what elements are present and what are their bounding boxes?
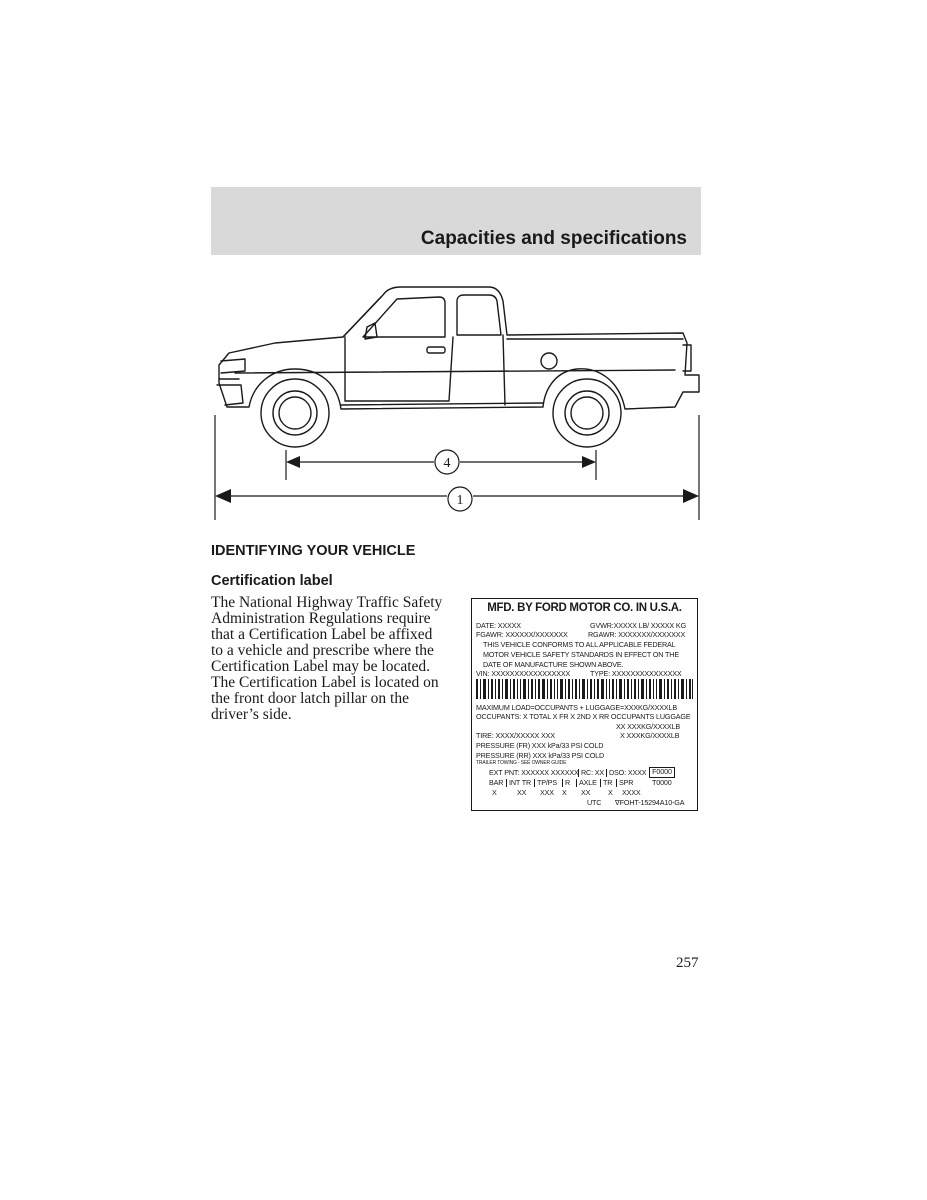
- label-header-cell: INT TR: [506, 779, 531, 787]
- subsection-heading: Certification label: [211, 573, 333, 589]
- label-value-cell: XXX: [540, 788, 554, 797]
- rear-wheel-hub: [571, 397, 603, 429]
- label-trailer-note: TRAILER TOWING - SEE OWNER GUIDE: [476, 760, 567, 766]
- front-wheel-hub: [279, 397, 311, 429]
- paragraph-line: Administration Regulations require: [211, 610, 431, 627]
- label-conformity-line: MOTOR VEHICLE SAFETY STANDARDS IN EFFECT ON THE: [483, 650, 679, 659]
- front-tire: [261, 379, 329, 447]
- label-tire: TIRE: XXXX/XXXXX XXX: [476, 731, 555, 740]
- headlight: [221, 359, 245, 373]
- door-handle: [427, 347, 445, 353]
- label-header-cell: TP/PS: [534, 779, 557, 787]
- truck-dimension-diagram: [205, 275, 715, 530]
- chapter-title: Capacities and specifications: [420, 228, 687, 249]
- label-max-load: MAXIMUM LOAD=OCCUPANTS + LUGGAGE=XXXKG/XXXXLB: [476, 703, 678, 712]
- label-dso: DSO: XXXX: [606, 769, 646, 777]
- fuel-door: [541, 353, 557, 369]
- paragraph-line: The Certification Label is located on: [211, 674, 439, 691]
- paragraph-line: the front door latch pillar on the: [211, 690, 409, 707]
- label-ext-paint: EXT PNT: XXXXXX XXXXXX: [489, 768, 579, 777]
- label-conformity-line: THIS VEHICLE CONFORMS TO ALL APPLICABLE FEDERAL: [483, 640, 676, 649]
- rocker-panel: [341, 403, 543, 405]
- label-vin: VIN: XXXXXXXXXXXXXXXXX: [476, 669, 571, 678]
- label-header-cell: SPR: [616, 779, 633, 787]
- section-heading: IDENTIFYING YOUR VEHICLE: [211, 543, 416, 559]
- label-f-code: F0000: [649, 767, 675, 778]
- label-date: DATE: XXXXX: [476, 621, 521, 630]
- rear-tire: [553, 379, 621, 447]
- label-rgawr: RGAWR: XXXXXXX/XXXXXXX: [588, 630, 686, 639]
- label-value-cell: X: [562, 788, 567, 797]
- label-tire-values: X XXXKG/XXXXLB: [620, 731, 680, 740]
- label-pressure-front: PRESSURE (FR) XXX kPa/33 PSI COLD: [476, 741, 604, 750]
- length-arrow-left: [215, 489, 231, 503]
- label-value-cell: XX: [581, 788, 591, 797]
- paragraph-line: Certification Label may be located.: [211, 658, 431, 675]
- label-value-cell: XXXX: [622, 788, 641, 797]
- label-conformity-line: DATE OF MANUFACTURE SHOWN ABOVE.: [483, 660, 624, 669]
- length-arrow-right: [683, 489, 699, 503]
- body-crease: [235, 370, 675, 373]
- certification-label-illustration: [471, 598, 698, 811]
- label-fgawr: FGAWR: XXXXXX/XXXXXXX: [476, 630, 568, 639]
- label-value-cell: X: [608, 788, 613, 797]
- label-occupants: OCCUPANTS: X TOTAL X FR X 2ND X RR OCCUPANTS LUGGAGE: [476, 712, 691, 721]
- label-pressure-rear: PRESSURE (RR) XXX kPa/33 PSI COLD: [476, 751, 605, 760]
- vin-barcode: [476, 679, 693, 699]
- label-gvwr: GVWR:XXXXX LB/ XXXXX KG: [590, 621, 687, 630]
- body-paragraph: [211, 595, 461, 723]
- label-header-cell: AXLE: [576, 779, 597, 787]
- label-header-cell: R: [562, 779, 570, 787]
- label-t-code: T0000: [652, 778, 672, 787]
- wheelbase-arrow-left: [286, 456, 300, 468]
- windshield: [343, 297, 381, 337]
- label-part-number: ∇FOHT-15294A10-GA: [615, 798, 685, 807]
- paragraph-line: driver’s side.: [211, 706, 292, 723]
- paragraph-line: The National Highway Traffic Safety: [211, 594, 443, 611]
- paragraph-line: that a Certification Label be affixed: [211, 626, 433, 643]
- label-header-cell: BAR: [489, 778, 504, 787]
- label-value-cell: XX: [517, 788, 527, 797]
- label-occupant-values: XX XXXKG/XXXXLB: [616, 722, 681, 731]
- wheelbase-callout-number: 4: [443, 456, 451, 471]
- label-type: TYPE: XXXXXXXXXXXXXXX: [590, 669, 682, 678]
- label-title: MFD. BY FORD MOTOR CO. IN U.S.A.: [487, 602, 682, 614]
- cab-seam: [503, 335, 505, 405]
- label-rc: RC: XX: [578, 769, 604, 777]
- chapter-header: [211, 187, 701, 255]
- label-header-cell: TR: [600, 779, 612, 787]
- wheelbase-arrow-right: [582, 456, 596, 468]
- rear-window: [457, 295, 501, 335]
- paragraph-line: to a vehicle and prescribe where the: [211, 642, 434, 659]
- length-callout-number: 1: [456, 493, 464, 508]
- page-number: 257: [676, 955, 699, 971]
- label-value-cell: X: [492, 788, 497, 797]
- label-utc: UTC: [587, 798, 602, 807]
